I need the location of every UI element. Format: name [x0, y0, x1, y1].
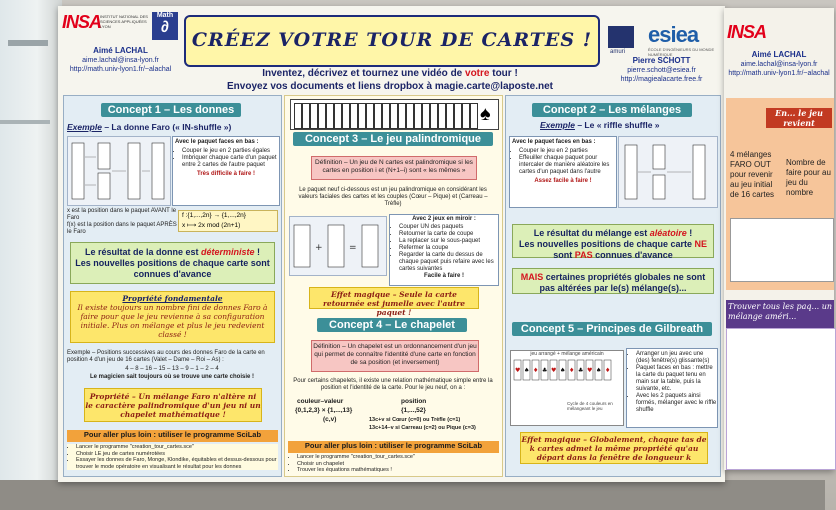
concept-5-magic: Effet magique – Globalement, chaque tas de k cartes admet la même propriété qu'au départ dans la fenêtre de longueur k [520, 432, 708, 464]
mapping-set: {0,1,2,3} × {1,...,13} [295, 407, 353, 414]
fundamental-property [70, 291, 275, 343]
concept-1-result [70, 242, 275, 284]
result-line-1 [513, 228, 713, 239]
howto-item: • Retourner la carte de coupe [399, 231, 498, 238]
contact-email[interactable]: magie.carte@laposte.net [434, 81, 553, 92]
wall-fixture [8, 40, 48, 46]
left-url[interactable]: http://math.univ-lyon1.fr/~alachal [69, 66, 172, 73]
svg-text:♠: ♠ [560, 367, 566, 374]
title-banner [184, 15, 600, 67]
example-2-text: Exemple – Positions successives au cours des donnes Faro de la carte en position 4 d'un jeu de 16 cartes (Valet – Dame – Roi – As) : [67, 350, 265, 363]
column-concept-3-4 [284, 95, 503, 477]
card [358, 103, 366, 129]
var-x: x est la position dans le paquet AVANT le Faro [67, 208, 177, 221]
property-2: Propriété – Un mélange Faro n'altère ni le caractère palindromique d'un jeu ni un chapelet mathématique ! [84, 388, 262, 422]
wall-fixture [0, 120, 50, 124]
howto-item: • La replacer sur le sous-paquet [399, 238, 498, 245]
svg-text:♠: ♠ [596, 367, 602, 374]
card [374, 103, 382, 129]
example-title: – Le « riffle shuffle » [574, 120, 660, 130]
poster2-url[interactable]: http://math.univ-lyon1.fr/~alachal [728, 70, 830, 77]
concept-1-howto-box [172, 136, 280, 206]
concept-1-example [67, 122, 281, 132]
card [342, 103, 350, 129]
mapping-cv: (c,v) [323, 416, 337, 423]
result-line-2 [513, 239, 713, 261]
card [422, 103, 430, 129]
concept-2-global-property [512, 268, 714, 294]
amuri-label: amuri [610, 49, 626, 55]
subtitle-line-1 [184, 68, 596, 79]
result-highlight: MAIS [520, 272, 544, 282]
math-logo: Math ∂ [152, 12, 178, 40]
howto-title: Avec le paquet faces en bas : [175, 139, 259, 145]
math-logo-text: Math [156, 12, 174, 19]
right-email[interactable]: pierre.schott@esiea.fr [627, 67, 696, 74]
concept-1-heading: Concept 1 – Les donnes [101, 103, 241, 117]
scilab-item: • Choisir un chapelet [297, 461, 499, 468]
faro-diagram [67, 136, 171, 206]
scilab-item: • Lancer le programme "creation_tour_cartes.sce" [297, 454, 499, 461]
result-line-2: Les nouvelles positions de chaque carte sont connues d'avance [75, 258, 270, 279]
card [350, 103, 358, 129]
insa-logo-2: INSA [727, 22, 767, 42]
left-email[interactable]: aime.lachal@insa-lyon.fr [82, 57, 159, 64]
var-fx: f(x) est la position dans le paquet APRÈS le Faro [67, 222, 177, 235]
howto-item: • Avec les 2 paquets ainsi formés, mélanger avec le riffle shuffle [636, 393, 717, 414]
subtitle-line-2 [184, 81, 596, 92]
spade-icon: ♠ [480, 103, 491, 125]
svg-text:=: = [349, 243, 357, 253]
property-text: Il existe toujours un nombre fini de donnes Faro à faire pour que le jeu revienne à sa configuration initiale. Plus on mélange et plus le jeu redevient classé ! [77, 303, 268, 339]
riffle-diagram-svg [619, 137, 717, 207]
gilbreath-card-table [510, 350, 624, 426]
column-concept-2-5 [505, 95, 721, 477]
howto-title: Avec 2 jeux en miroir : [412, 216, 476, 222]
riffle-diagram [618, 136, 718, 208]
scilab-item: • Trouver les équations mathématiques ! [297, 467, 499, 474]
card [462, 103, 470, 129]
subtitle-part: Inventez, décrivez et tournez une vidéo de [262, 68, 466, 79]
poster2-panel [726, 98, 834, 290]
scilab-list-1 [67, 444, 278, 470]
scilab-item: • Lancer le programme "creation_tour_cartes.sce" [76, 444, 278, 451]
howto-note: Très difficile à faire ! [196, 171, 256, 177]
howto-item: • Paquet faces en bas : mettre la carte du paquet tenu en main sur la table, puis la suivante, etc. [636, 365, 717, 393]
faro-diagram-svg [68, 137, 170, 205]
card [470, 103, 478, 129]
mapping-formula: 13c+14–v si Carreau (c=2) ou Pique (c=3) [369, 425, 476, 431]
esiea-logo: esiea [648, 22, 699, 47]
subtitle-highlight: votre [465, 68, 490, 79]
faro-formula [178, 210, 278, 232]
card [438, 103, 446, 129]
right-author: Pierre SCHOTT [632, 56, 691, 65]
howto-item: • Couper le jeu en 2 parties [519, 148, 616, 155]
chapelet-mapping [293, 398, 498, 436]
palindromic-card-strip [290, 99, 499, 130]
howto-item: • Imbriquer chaque carte d'un paquet entre 2 cartes de l'autre paquet [182, 155, 279, 169]
result-highlight: déterministe [201, 247, 255, 257]
card [390, 103, 398, 129]
poster2-author: Aimé LACHAL [751, 50, 807, 59]
svg-text:+: + [315, 243, 323, 253]
right-url[interactable]: http://magiealacarte.free.fr [620, 76, 703, 83]
property-title: Propriété fondamentale [122, 294, 223, 303]
example-label: Exemple [540, 120, 575, 130]
card [446, 103, 454, 129]
poster2-text-b: Nombre de faire pour au jeu du nombre [786, 158, 831, 197]
formula-line: x ⟼ 2x mod (2n+1) [182, 222, 241, 229]
concept-3-definition: Définition – Un jeu de N cartes est palindromique si les cartes en position i et (N+1–i) sont « les mêmes » [311, 156, 477, 180]
concept-4-heading: Concept 4 – Le chapelet [317, 318, 467, 332]
card [310, 103, 318, 129]
howto-item: • Refermer la coupe [399, 245, 498, 252]
example-title: – La donne Faro (« IN-shuffle ») [101, 122, 232, 132]
strip-caption: jeu arrangé + mélange américain [530, 351, 604, 357]
mirror-diagram-svg [290, 217, 386, 275]
gilbreath-cards-svg [511, 357, 621, 405]
scilab-item: • Choisir LE jeu de cartes numérotées [76, 451, 278, 458]
concept-2-result [512, 224, 714, 258]
result-text: ! [254, 247, 261, 257]
card [326, 103, 334, 129]
scilab-list-2 [288, 454, 499, 474]
amuri-logo [608, 26, 634, 48]
concept-5-howto-box [626, 348, 718, 428]
esiea-subtitle: ÉCOLE D'INGÉNIEURS DU MONDE NUMÉRIQUE [648, 47, 715, 57]
result-text: Le résultat de la donne est [84, 247, 201, 257]
second-poster [724, 8, 834, 470]
concept-2-example [540, 120, 720, 130]
result-text: ! [686, 228, 693, 238]
mapping-label: couleur–valeur [297, 398, 344, 405]
floor [0, 480, 825, 510]
card [294, 103, 302, 129]
card [382, 103, 390, 129]
concept-3-magic: Effet magique – Seule la carte retournée est jumelle avec l'autre paquet ! [309, 287, 479, 309]
result-highlight: aléatoire [649, 228, 687, 238]
card [414, 103, 422, 129]
scilab-bar-2: Pour aller plus loin : utiliser le programme SciLab [288, 441, 499, 453]
poster2-purple-title: Trouver tous les paq... un mélange améri... [726, 300, 834, 328]
result-text: sont [553, 250, 575, 260]
result-highlight: PAS [574, 250, 593, 260]
svg-text:♥: ♥ [551, 367, 557, 374]
mapping-label: position [401, 398, 427, 405]
result-text: connues d'avance [592, 250, 673, 260]
mapping-set: {1,...,52} [401, 407, 426, 414]
howto-item: • Arranger un jeu avec une (des) fenêtre(s) glissante(s) [636, 351, 717, 365]
background-wall [0, 0, 62, 510]
poster2-email[interactable]: aime.lachal@insa-lyon.fr [740, 61, 818, 68]
howto-item: • Couper le jeu en 2 parties égales [182, 148, 279, 155]
result-text: certaines propriétés globales ne sont pas altérées par le(s) mélange(s)... [539, 272, 706, 293]
howto-item: • Regarder la carte du dessus de chaque paquet puis refaire avec les cartes suivantes [399, 252, 498, 273]
svg-text:♣: ♣ [578, 367, 584, 374]
howto-title: Avec le paquet faces en bas : [512, 139, 596, 145]
subtitle-part: tour ! [489, 68, 518, 79]
left-author: Aimé LACHAL [93, 46, 148, 55]
card [430, 103, 438, 129]
subtitle-part: Envoyez vos documents et liens dropbox à [227, 81, 435, 92]
howto-item: • Effeuiller chaque paquet pour intercaler de manière aléatoire les cartes d'un paquet dans l'autre [519, 155, 616, 176]
svg-text:♦: ♦ [605, 367, 611, 374]
howto-item: • Couper UN des paquets [399, 224, 498, 231]
svg-text:♠: ♠ [524, 367, 530, 374]
concept-4-definition: Définition – Un chapelet est un ordonnancement d'un jeu qui permet de connaître l'identité d'une carte en fonction de sa position (et inversement) [311, 340, 479, 372]
result-text: Les nouvelles positions de chaque carte [518, 239, 695, 249]
concept-4-text: Pour certains chapelets, il existe une relation mathématique simple entre la position et l'identité de la carte. Pour le jeu neuf, on a : [293, 378, 493, 391]
concept-3-heading: Concept 3 – Le jeu palindromique [293, 132, 493, 146]
concept-3-text: Le paquet neuf ci-dessous est un jeu palindromique en considérant les valeurs faciales des cartes et les couples (Cœur – Pique) et (Carreau – Trèfle) [298, 187, 488, 207]
result-text: Le résultat du mélange est [533, 228, 650, 238]
result-highlight: NE [694, 239, 708, 249]
scilab-item: • Essayer les donnes de Faro, Monge, Klondike, équitables et dessus-dessous pour trouver le mode opératoire en visualisant le résultat pour les donnes [76, 457, 278, 470]
insa-logo: INSA [62, 12, 102, 32]
svg-text:♣: ♣ [542, 367, 548, 374]
card [318, 103, 326, 129]
svg-text:♦: ♦ [569, 367, 575, 374]
card [302, 103, 310, 129]
concept-5-heading: Concept 5 – Principes de Gilbreath [512, 322, 712, 336]
svg-text:♦: ♦ [533, 367, 539, 374]
example-label: Exemple [67, 122, 102, 132]
card [454, 103, 462, 129]
column-concept-1 [63, 95, 282, 477]
card [366, 103, 374, 129]
howto-note: Facile à faire ! [423, 273, 465, 279]
svg-text:♥: ♥ [587, 367, 593, 374]
formula-line: f :{1,...,2n} → {1,...,2n} [182, 212, 246, 219]
card [334, 103, 342, 129]
result-line-1 [71, 247, 274, 258]
example-2-conclusion: Le magicien sait toujours où se trouve une carte choisie ! [89, 374, 255, 380]
mapping-formula: 13c+v si Cœur (c=0) ou Trèfle (c=1) [369, 417, 461, 423]
insa-subtitle: INSTITUT NATIONAL DES SCIENCES APPLIQUÉES LYON [100, 14, 148, 29]
strip-note: Cycle de 4 couleurs en mélangeant le jeu [567, 401, 613, 411]
example-2-sequence: 4 – 8 – 16 – 15 – 13 – 9 – 1 – 2 – 4 [125, 366, 219, 372]
howto-note: Assez facile à faire ! [534, 178, 592, 184]
poster-title: CRÉEZ VOTRE TOUR DE CARTES ! [191, 29, 593, 51]
main-poster [58, 6, 725, 482]
scilab-bar-1: Pour aller plus loin : utiliser le programme SciLab [67, 430, 278, 442]
poster2-table [730, 218, 834, 282]
poster2-diagram [726, 328, 836, 470]
card [398, 103, 406, 129]
poster2-card-title: En... le jeu revient [766, 108, 832, 128]
concept-2-heading: Concept 2 – Les mélanges [532, 103, 692, 117]
card [406, 103, 414, 129]
svg-text:♥: ♥ [515, 367, 521, 374]
concept-3-howto-box [389, 214, 499, 286]
concept-2-howto-box [509, 136, 617, 208]
poster2-text-a: 4 mélanges FARO OUT pour revenir au jeu initial de 16 cartes [730, 150, 775, 199]
mirror-diagram [289, 216, 387, 276]
